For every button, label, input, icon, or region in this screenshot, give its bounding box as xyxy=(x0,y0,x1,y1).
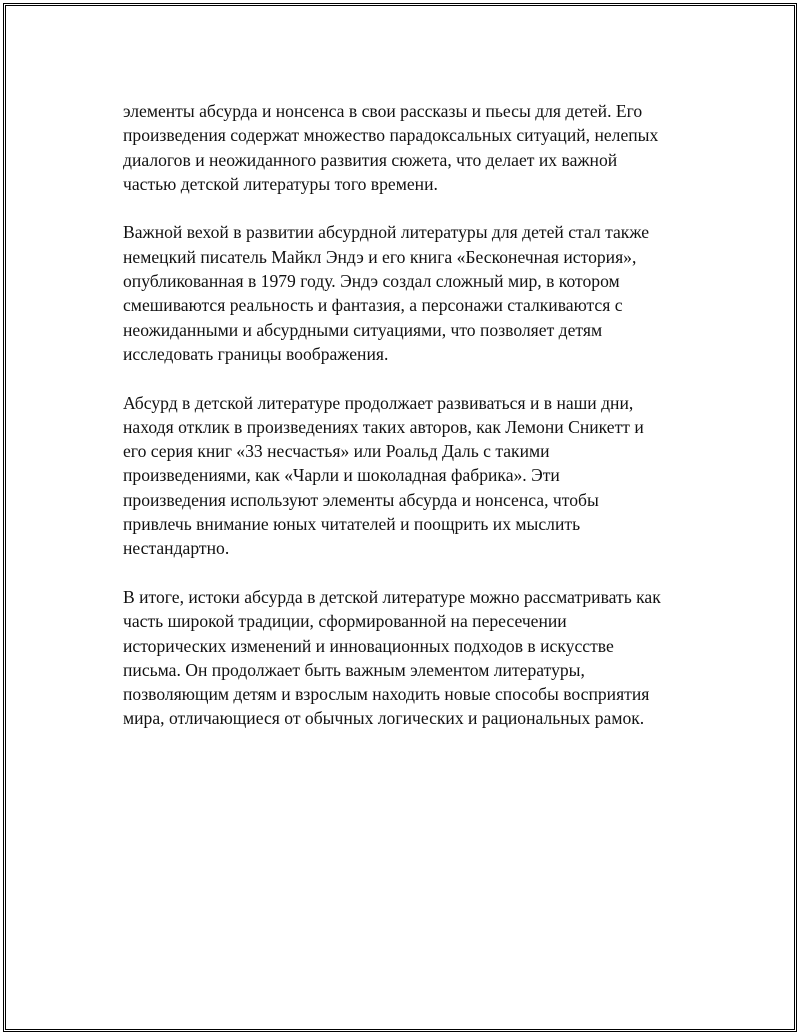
paragraph-3: Абсурд в детской литературе продолжает развиваться и в наши дни, находя отклик в произведениях таких авторов, как Лемони Сникетт и его серия книг «33 несчастья» или Роальд Даль с такими произведениями, как «Чарли и шоколадная фабрика». Эти произведения используют элементы абсурда и нонсенса, чтобы привлечь внимание юных читателей и поощрить их мыслить нестандартно. xyxy=(123,392,644,559)
page-content xyxy=(123,99,703,755)
paragraph-2: Важной вехой в развитии абсурдной литературы для детей стал также немецкий писатель Майкл Эндэ и его книга «Бесконечная история», опубликованная в 1979 году. Эндэ создал сложный мир, в котором смешиваются реальность и фантазия, а персонажи сталкиваются с неожиданными и абсурдными ситуациями, что позволяет детям исследовать границы воображения. xyxy=(123,222,650,364)
page-frame xyxy=(3,3,797,1032)
paragraph-4: В итоге, истоки абсурда в детской литературе можно рассматривать как часть широкой традиции, сформированной на пересечении исторических изменений и инновационных подходов в искусстве письма. Он продолжает быть важным элементом литературы, позволяющим детям и взрослым находить новые способы восприятия мира, отличающиеся от обычных логических и рациональных рамок. xyxy=(123,586,661,729)
paragraph-1: элементы абсурда и нонсенса в свои рассказы и пьесы для детей. Его произведения содержат множество парадоксальных ситуаций, нелепых диалогов и неожиданного развития сюжета, что делает их важной частью детской литературы того времени. xyxy=(123,101,659,194)
